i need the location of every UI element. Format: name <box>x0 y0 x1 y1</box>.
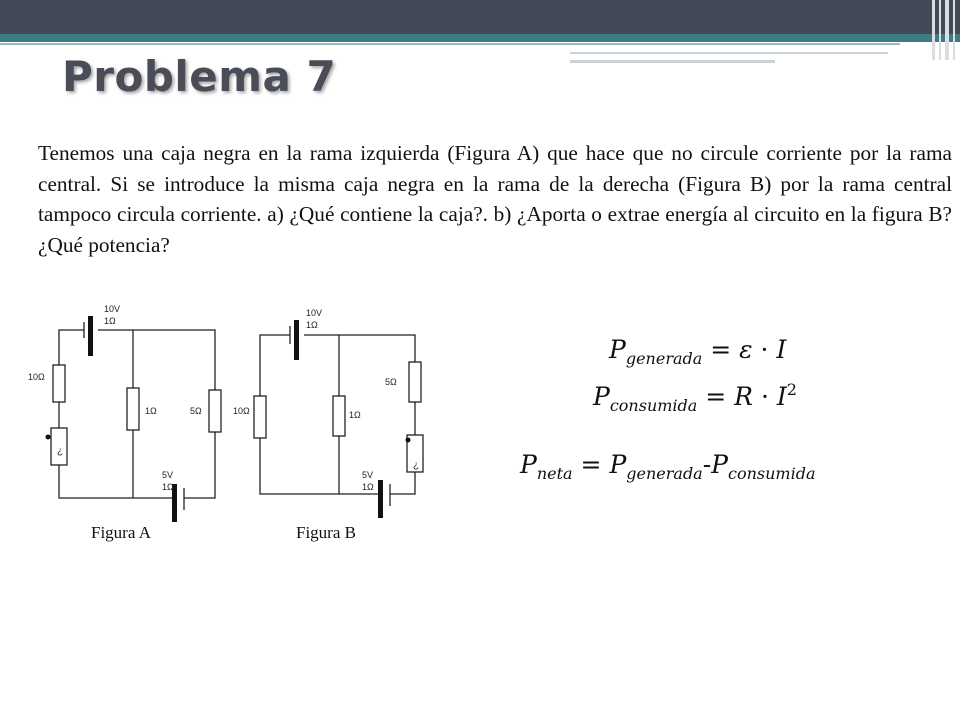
battery-voltage-label: 10V <box>104 304 121 314</box>
equation-consumed-power: $P_{consumida} = R \cdot I^2$ <box>593 380 797 415</box>
decor-stripes <box>930 0 960 60</box>
equation-net-power: $P_{neta} = P_{generada}-P_{consumida}$ <box>520 450 816 483</box>
battery-voltage-label: 5V <box>162 470 174 480</box>
figure-a-caption: Figura A <box>91 523 151 542</box>
resistor-label: 10Ω <box>28 372 45 382</box>
battery-voltage-label: 5V <box>362 470 374 480</box>
figure-b-caption: Figura B <box>296 523 356 542</box>
decor-line <box>0 43 900 45</box>
decor-line <box>570 52 888 54</box>
resistor-label: 5Ω <box>190 406 202 416</box>
circuit-figure-a <box>22 300 242 530</box>
resistor-label: 1Ω <box>145 406 157 416</box>
battery-resistance-label: 1Ω <box>162 482 174 492</box>
box-symbol: ¿ <box>413 460 420 471</box>
accent-stripe <box>0 34 960 42</box>
resistor-label: 1Ω <box>349 410 361 420</box>
decor-line <box>570 60 775 63</box>
box-symbol: ¿ <box>57 446 64 457</box>
battery-voltage-label: 10V <box>306 308 323 318</box>
resistor-label: 5Ω <box>385 377 397 387</box>
battery-resistance-label: 1Ω <box>306 320 318 330</box>
slide-title: Problema 7 <box>62 52 337 101</box>
battery-resistance-label: 1Ω <box>104 316 116 326</box>
equation-generated-power: $P_{generada} = \varepsilon \cdot I$ <box>609 335 787 368</box>
battery-resistance-label: 1Ω <box>362 482 374 492</box>
circuit-figure-b <box>228 300 448 530</box>
problem-statement: Tenemos una caja negra en la rama izquierda (Figura A) que hace que no circule corriente por la rama central. Si se introduce la misma caja negra en la rama de la derecha (Figura B) por la rama central tampoco circula corriente. a) ¿Qué contiene la caja?. b) ¿Aporta o extrae energía al circuito en la figura B? ¿Qué potencia? <box>38 141 952 257</box>
resistor-label: 10Ω <box>233 406 250 416</box>
top-banner <box>0 0 960 34</box>
